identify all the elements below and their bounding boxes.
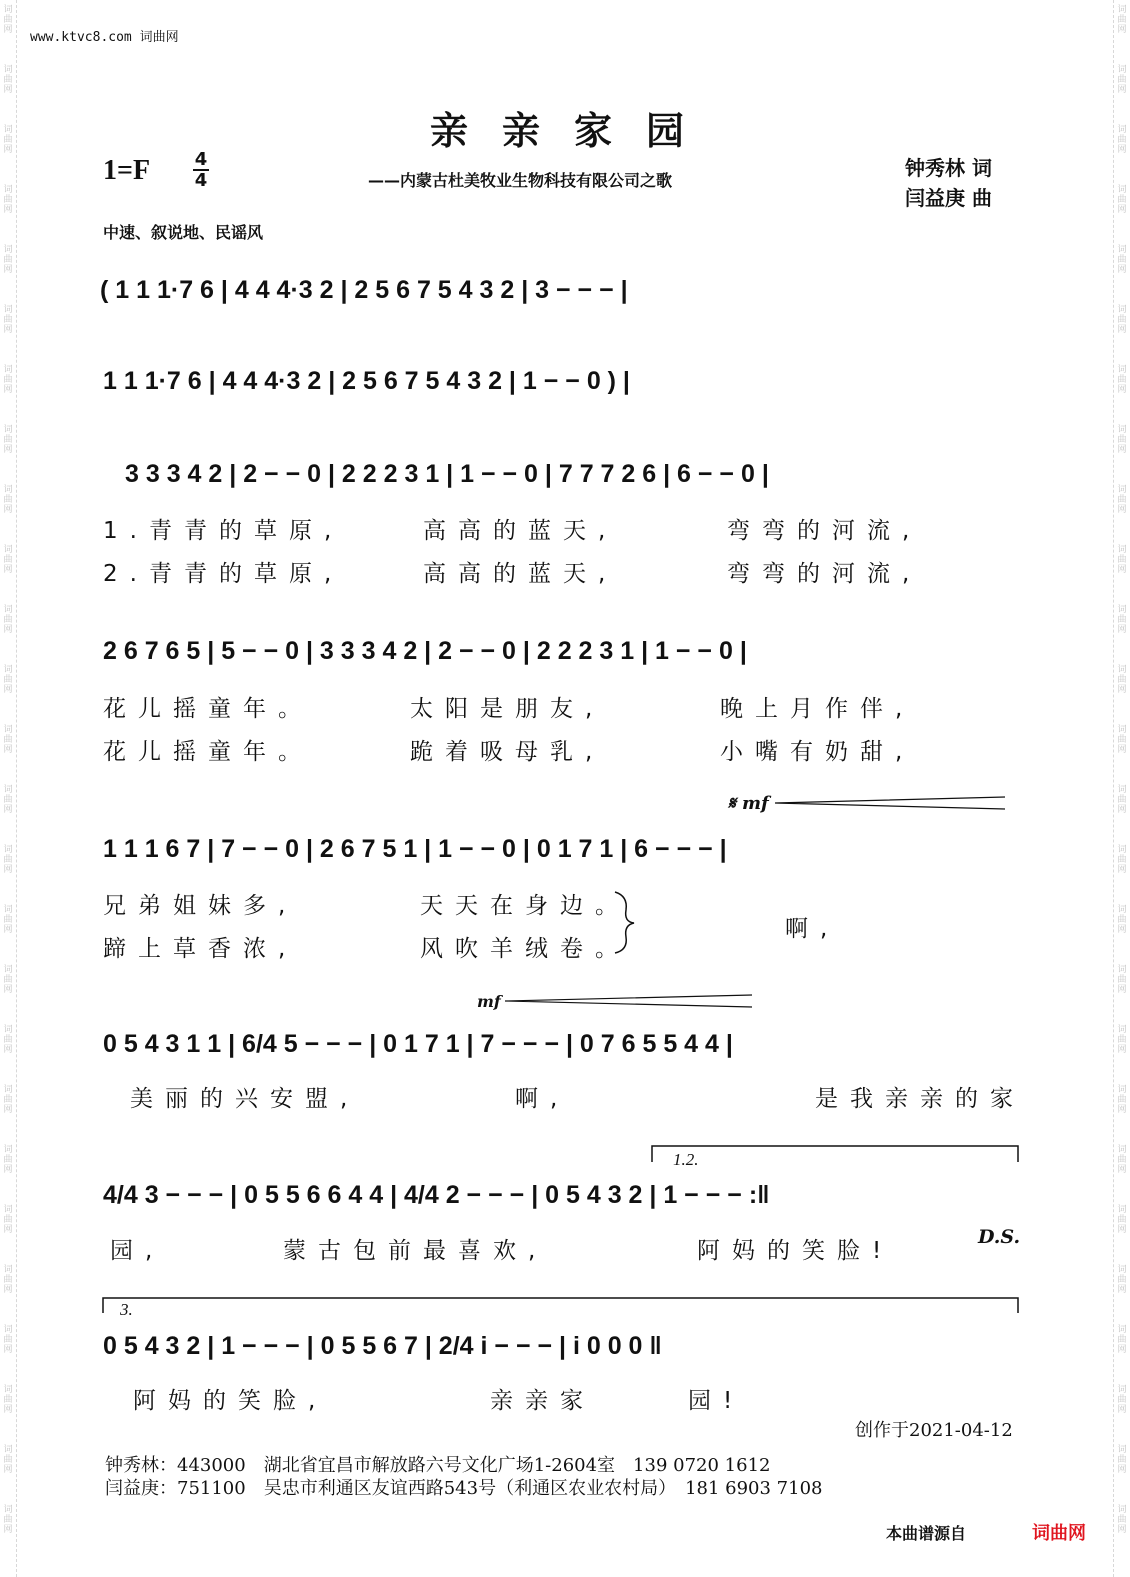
contact-composer: 闫益庚：751100 吴忠市利通区友谊西路543号（利通区农业农村局） 181 6903 7108: [105, 1478, 823, 1499]
margin-watermark-text: 词曲网: [3, 1505, 13, 1535]
lyric-3-verse1-b: 高高的蓝天,: [423, 518, 618, 544]
lyric-5-ah: 啊,: [785, 916, 840, 942]
volta-3: 3.: [120, 1300, 133, 1319]
margin-watermark-text: 词曲网: [3, 665, 13, 695]
time-signature-top: 4: [194, 149, 208, 170]
score-line-7: 4/4 3 − − − | 0 5 5 6 6 4 4 | 4/4 2 − − − | 0 5 4 3 2 | 1 − − − :‖: [103, 1181, 770, 1209]
lyric-5-verse2-a: 蹄上草香浓,: [103, 936, 298, 962]
lyric-4-verse1-c: 晚上月作伴,: [720, 696, 915, 722]
margin-watermark-text: 词曲网: [1117, 365, 1127, 395]
margin-watermark-text: 词曲网: [3, 785, 13, 815]
margin-watermark-text: 词曲网: [3, 65, 13, 95]
margin-watermark-text: 词曲网: [1117, 785, 1127, 815]
lyric-5-verse1-b: 天天在身边。: [420, 893, 630, 919]
margin-watermark-text: 词曲网: [1117, 1445, 1127, 1475]
lyric-3-verse2-a: 2.青青的草原,: [103, 561, 344, 587]
margin-watermark-text: 词曲网: [1117, 845, 1127, 875]
margin-watermark-text: 词曲网: [3, 185, 13, 215]
margin-watermark-text: 词曲网: [1117, 125, 1127, 155]
tempo-marking: 中速、叙说地、民谣风: [103, 223, 264, 242]
lyric-3-verse1-a: 1.青青的草原,: [103, 518, 344, 544]
score-line-2: 1 1 1·7 6 | 4 4 4·3 2 | 2 5 6 7 5 4 3 2 | 1 − − 0 ) |: [103, 367, 630, 395]
lyric-8-a: 阿妈的笑脸,: [133, 1388, 328, 1414]
margin-watermark-text: 词曲网: [3, 1025, 13, 1055]
lyric-4-verse2-b: 跪着吸母乳,: [410, 739, 605, 765]
margin-watermark-text: 词曲网: [1117, 1505, 1127, 1535]
margin-watermark-text: 词曲网: [1117, 905, 1127, 935]
margin-watermark-text: 词曲网: [3, 365, 13, 395]
lyric-5-verse1-a: 兄弟姐妹多,: [103, 893, 298, 919]
margin-watermark-text: 词曲网: [3, 1205, 13, 1235]
lyric-4-verse2-a: 花儿摇童年。: [103, 739, 313, 765]
score-line-5: 1 1 1 6 7 | 7 − − 0 | 2 6 7 5 1 | 1 − − 0 | 0 1 7 1 | 6 − − − |: [103, 835, 727, 863]
time-signature-bottom: 4: [194, 170, 208, 191]
key-signature: 1=F: [103, 155, 151, 186]
lyric-7-c: 阿妈的笑脸!: [697, 1238, 894, 1264]
margin-watermark-text: 词曲网: [1117, 605, 1127, 635]
lyric-3-verse2-b: 高高的蓝天,: [423, 561, 618, 587]
lyric-5-verse2-b: 风吹羊绒卷。: [420, 936, 630, 962]
margin-watermark-text: 词曲网: [3, 1385, 13, 1415]
volta-1-2: 1.2.: [673, 1150, 699, 1169]
contact-lyricist: 钟秀林：443000 湖北省宜昌市解放路六号文化广场1-2604室 139 0720 1612: [105, 1455, 771, 1476]
margin-watermark-text: 词曲网: [1117, 5, 1127, 35]
margin-watermark-text: 词曲网: [3, 485, 13, 515]
margin-watermark-text: 词曲网: [1117, 545, 1127, 575]
margin-watermark-text: 词曲网: [3, 1445, 13, 1475]
margin-watermark-text: 词曲网: [3, 5, 13, 35]
margin-watermark-text: 词曲网: [1117, 1325, 1127, 1355]
margin-watermark-text: 词曲网: [1117, 1085, 1127, 1115]
margin-watermark-text: 词曲网: [3, 905, 13, 935]
margin-watermark-text: 词曲网: [1117, 665, 1127, 695]
song-title: 亲亲家园: [430, 108, 719, 153]
margin-watermark-text: 词曲网: [3, 605, 13, 635]
lyric-4-verse2-c: 小嘴有奶甜,: [720, 739, 915, 765]
lyric-6-end: 是我亲亲的家: [815, 1086, 1025, 1112]
lyric-8-b: 亲亲家: [490, 1388, 595, 1414]
lyric-3-verse2-c: 弯弯的河流,: [727, 561, 922, 587]
composer: 闫益庚 曲: [905, 186, 992, 210]
margin-watermark-text: 词曲网: [3, 845, 13, 875]
lyric-4-verse1-b: 太阳是朋友,: [410, 696, 605, 722]
margin-watermark-text: 词曲网: [1117, 485, 1127, 515]
score-line-8: 0 5 4 3 2 | 1 − − − | 0 5 5 6 7 | 2/4 i − − − | i 0 0 0 ‖: [103, 1332, 662, 1360]
ds-marking: D.S.: [978, 1226, 1021, 1248]
lyric-4-verse1-a: 花儿摇童年。: [103, 696, 313, 722]
margin-watermark-text: 词曲网: [3, 1085, 13, 1115]
margin-watermark-text: 词曲网: [3, 125, 13, 155]
lyricist: 钟秀林 词: [905, 156, 992, 180]
margin-watermark-text: 词曲网: [1117, 1205, 1127, 1235]
margin-watermark-text: 词曲网: [1117, 1025, 1127, 1055]
margin-watermark-text: 词曲网: [1117, 1385, 1127, 1415]
margin-watermark-text: 词曲网: [1117, 1265, 1127, 1295]
lyric-6-a: 美丽的兴安盟,: [130, 1086, 360, 1112]
margin-watermark-text: 词曲网: [3, 425, 13, 455]
margin-watermark-text: 词曲网: [1117, 245, 1127, 275]
song-subtitle: ——内蒙古杜美牧业生物科技有限公司之歌: [368, 171, 673, 190]
lyric-7-a: 园,: [110, 1238, 165, 1264]
margin-watermark-text: 词曲网: [3, 1265, 13, 1295]
margin-watermark-text: 词曲网: [3, 1145, 13, 1175]
margin-watermark-text: 词曲网: [3, 305, 13, 335]
margin-watermark-text: 词曲网: [1117, 725, 1127, 755]
margin-watermark-text: 词曲网: [3, 965, 13, 995]
score-line-3: 3 3 3 4 2 | 2 − − 0 | 2 2 2 3 1 | 1 − − 0 | 7 7 7 2 6 | 6 − − 0 |: [125, 460, 769, 488]
margin-watermark-text: 词曲网: [3, 245, 13, 275]
lyric-8-c: 园!: [688, 1388, 745, 1414]
score-line-6: 0 5 4 3 1 1 | 6/4 5 − − − | 0 1 7 1 | 7 − − − | 0 7 6 5 5 4 4 |: [103, 1030, 733, 1058]
creation-date: 创作于2021-04-12: [855, 1420, 1013, 1441]
lyric-3-verse1-c: 弯弯的河流,: [727, 518, 922, 544]
margin-watermark-text: 词曲网: [3, 545, 13, 575]
margin-watermark-text: 词曲网: [1117, 1145, 1127, 1175]
margin-watermark-text: 词曲网: [1117, 425, 1127, 455]
mf-marking: mf: [477, 992, 501, 1011]
margin-watermark-text: 词曲网: [1117, 185, 1127, 215]
segno-mf-marking: 𝄋 mf: [728, 793, 769, 814]
margin-watermark-text: 词曲网: [3, 725, 13, 755]
score-line-1: ( 1 1 1·7 6 | 4 4 4·3 2 | 2 5 6 7 5 4 3 2 | 3 − − − |: [100, 276, 628, 304]
site-url[interactable]: www.ktvc8.com 词曲网: [30, 30, 179, 45]
lyric-6-ah: 啊,: [515, 1086, 570, 1112]
margin-watermark-text: 词曲网: [1117, 65, 1127, 95]
source-label: 本曲谱源自: [886, 1524, 967, 1543]
source-site-link[interactable]: 词曲网: [1032, 1523, 1086, 1544]
score-line-4: 2 6 7 6 5 | 5 − − 0 | 3 3 3 4 2 | 2 − − 0 | 2 2 2 3 1 | 1 − − 0 |: [103, 637, 747, 665]
lyric-7-b: 蒙古包前最喜欢,: [283, 1238, 548, 1264]
margin-watermark-text: 词曲网: [3, 1325, 13, 1355]
margin-watermark-text: 词曲网: [1117, 965, 1127, 995]
margin-watermark-text: 词曲网: [1117, 305, 1127, 335]
